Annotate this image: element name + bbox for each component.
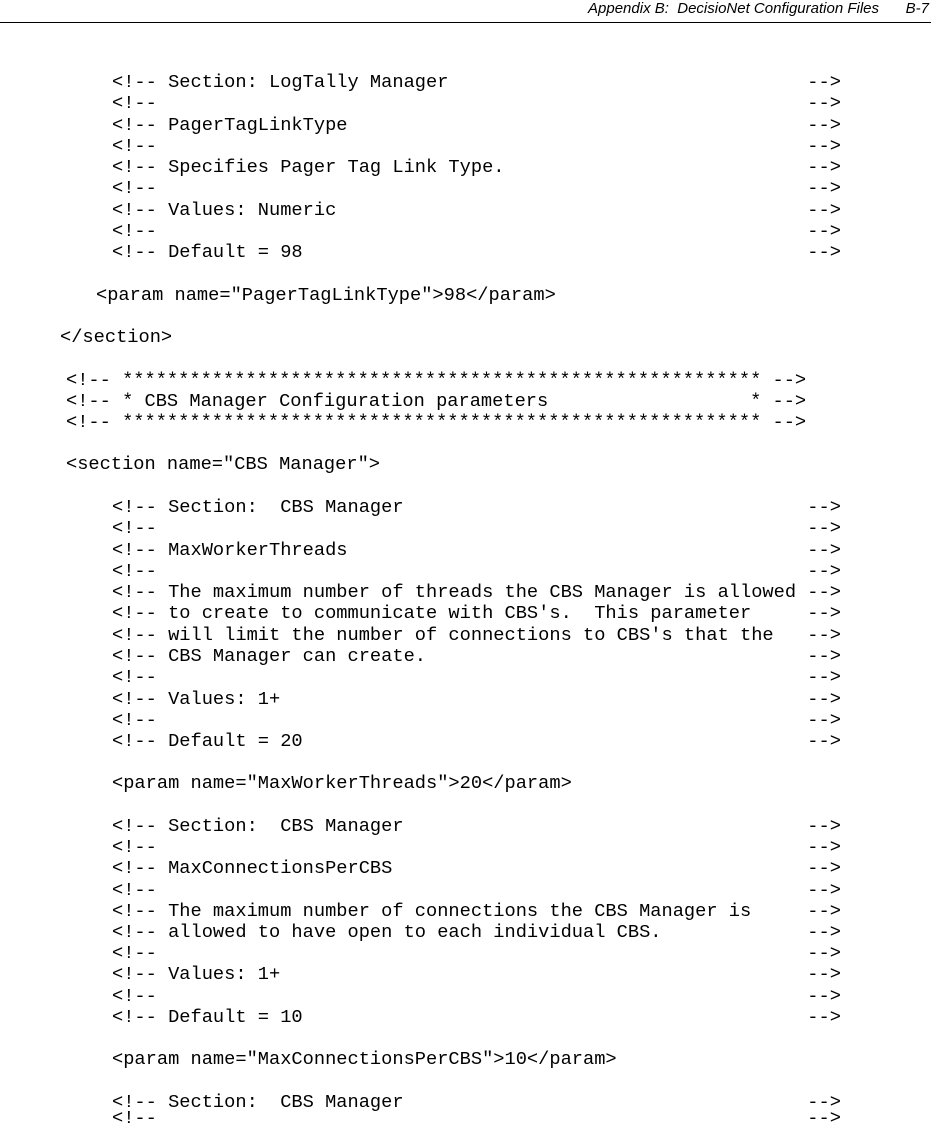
code-comment-line: <!-- -->	[112, 879, 841, 901]
section-open-tag: <section name="CBS Manager">	[66, 453, 381, 475]
code-comment-line: <!-- -->	[112, 836, 841, 858]
code-comment-line: <!-- allowed to have open to each individual CBS. -->	[112, 921, 841, 943]
code-comment-line: <!-- Values: 1+ -->	[112, 688, 841, 710]
code-comment-line: <!-- to create to communicate with CBS's. This parameter -->	[112, 602, 841, 624]
param-line: <param name="MaxConnectionsPerCBS">10</param>	[112, 1048, 617, 1070]
code-comment-line: <!-- The maximum number of connections the CBS Manager is -->	[112, 900, 841, 922]
param-line: <param name="MaxWorkerThreads">20</param>	[112, 772, 572, 794]
banner-comment-line: <!-- ********************************************************* -->	[66, 369, 807, 391]
code-comment-line: <!-- Section: CBS Manager -->	[112, 815, 841, 837]
banner-comment-line: <!-- * CBS Manager Configuration parameters * -->	[66, 390, 807, 412]
code-comment-line: <!-- MaxWorkerThreads -->	[112, 539, 841, 561]
code-comment-line: <!-- -->	[112, 666, 841, 688]
param-line: <param name="PagerTagLinkType">98</param>	[96, 284, 556, 306]
banner-comment-line: <!-- ********************************************************* -->	[66, 411, 807, 433]
code-comment-line: <!-- will limit the number of connections to CBS's that the -->	[112, 624, 841, 646]
code-comment-line: <!-- CBS Manager can create. -->	[112, 645, 841, 667]
code-comment-line: <!-- Default = 98 -->	[112, 241, 841, 263]
code-comment-line: <!-- Specifies Pager Tag Link Type. -->	[112, 156, 841, 178]
code-comment-line: <!-- PagerTagLinkType -->	[112, 114, 841, 136]
code-comment-line: <!-- Values: Numeric -->	[112, 199, 841, 221]
code-comment-line: <!-- Default = 10 -->	[112, 1006, 841, 1028]
code-comment-line: <!-- Section: CBS Manager -->	[112, 496, 841, 518]
code-comment-line: <!-- -->	[112, 135, 841, 157]
code-comment-line: <!-- -->	[112, 1107, 841, 1129]
code-comment-line: <!-- Default = 20 -->	[112, 730, 841, 752]
code-comment-line: <!-- -->	[112, 942, 841, 964]
code-comment-line: <!-- -->	[112, 220, 841, 242]
code-comment-line: <!-- -->	[112, 985, 841, 1007]
code-comment-line: <!-- MaxConnectionsPerCBS -->	[112, 857, 841, 879]
code-comment-line: <!-- Section: CBS Manager -->	[112, 1091, 841, 1113]
code-comment-line: <!-- Section: LogTally Manager -->	[112, 71, 841, 93]
page-header	[0, 0, 931, 23]
code-comment-line: <!-- -->	[112, 709, 841, 731]
section-close-tag: </section>	[60, 326, 173, 348]
code-comment-line: <!-- The maximum number of threads the CBS Manager is allowed -->	[112, 581, 841, 603]
code-comment-line: <!-- -->	[112, 177, 841, 199]
page-number: B-7	[905, 0, 929, 17]
running-header-title: Appendix B: DecisioNet Configuration Files	[588, 0, 879, 17]
code-comment-line: <!-- -->	[112, 517, 841, 539]
code-comment-line: <!-- -->	[112, 560, 841, 582]
code-comment-line: <!-- Values: 1+ -->	[112, 963, 841, 985]
code-comment-line: <!-- -->	[112, 92, 841, 114]
